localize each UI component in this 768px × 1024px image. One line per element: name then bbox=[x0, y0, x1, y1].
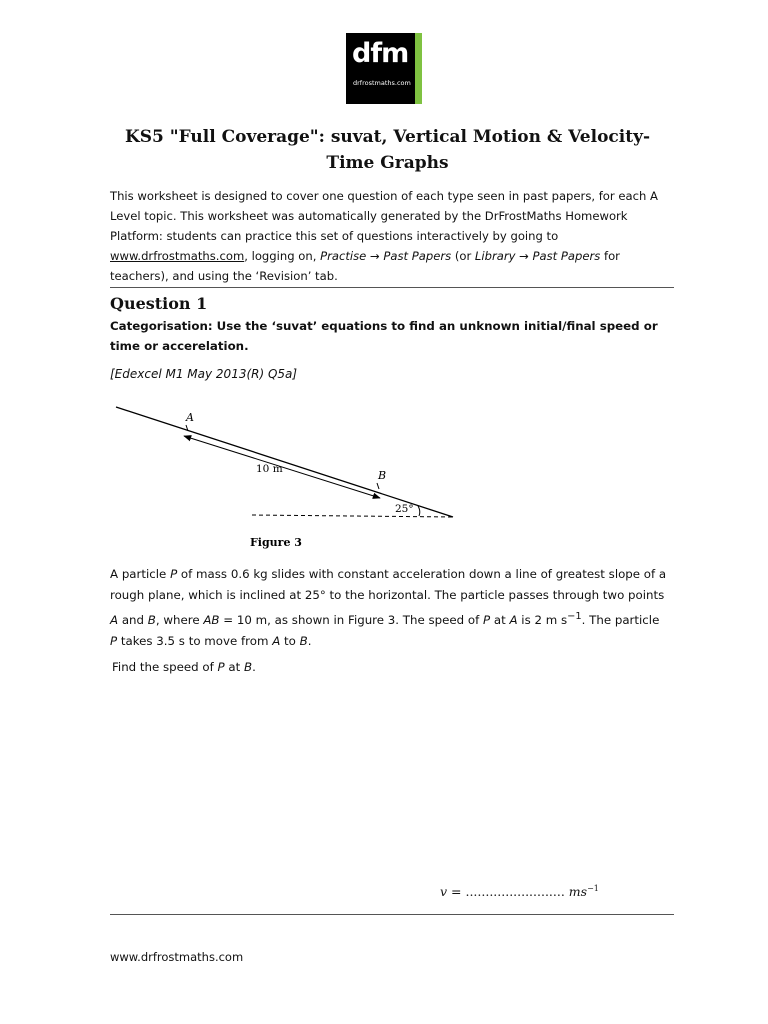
answer-unit: ms bbox=[564, 884, 588, 900]
logo-accent-stripe bbox=[415, 33, 422, 104]
qt-a2: A bbox=[509, 612, 518, 627]
question-text bbox=[110, 564, 670, 652]
intro-practise: Practise bbox=[320, 249, 367, 263]
qt-p3: P bbox=[110, 633, 118, 648]
figure-caption: Figure 3 bbox=[250, 536, 302, 549]
qt-p2: P bbox=[483, 612, 491, 627]
inclined-plane-diagram bbox=[110, 395, 470, 555]
document-title bbox=[110, 124, 665, 176]
qt-sup: −1 bbox=[567, 611, 582, 622]
question-source: [Edexcel M1 May 2013(R) Q5a] bbox=[110, 367, 298, 381]
qt-6: at bbox=[490, 612, 510, 627]
label-a: A bbox=[186, 411, 194, 424]
label-b: B bbox=[378, 469, 387, 482]
answer-unit-exponent: −1 bbox=[587, 884, 599, 893]
intro-past-papers-1: Past Papers bbox=[383, 249, 452, 263]
find-prompt bbox=[112, 660, 256, 674]
qt-1: A particle bbox=[110, 567, 171, 581]
qt-2: of mass 0.6 kg slides with constant acceleration down a line of greatest slope of a rough plane, which is inclined at 25° to the horizontal. The particle passes through two points bbox=[110, 567, 667, 602]
distance-label: 10 m bbox=[256, 463, 283, 475]
qt-ab: AB bbox=[203, 612, 220, 627]
logo-site: drfrostmaths.com bbox=[353, 79, 411, 87]
intro-text-1: This worksheet is designed to cover one question of each type seen in past papers, for each A Level topic. This worksheet was automatically generated by the DrFrostMaths Homework Platform: students can practice this set of questions interactively by going to bbox=[110, 189, 658, 243]
divider-bottom bbox=[110, 914, 674, 915]
horizontal-dashed-line bbox=[252, 515, 453, 517]
qt-b: B bbox=[147, 612, 156, 627]
find-p: P bbox=[217, 660, 225, 674]
answer-line bbox=[440, 884, 599, 899]
qt-a: A bbox=[110, 612, 119, 627]
title-line-1: KS5 "Full Coverage": suvat, Vertical Motion & Velocity- bbox=[124, 127, 651, 147]
intro-past-papers-2: Past Papers bbox=[532, 249, 601, 263]
qt-7: is 2 m s bbox=[517, 612, 568, 627]
qt-10: to bbox=[280, 633, 300, 648]
angle-label: 25° bbox=[395, 503, 414, 515]
footer-url: www.drfrostmaths.com bbox=[110, 950, 244, 964]
find-3: . bbox=[252, 660, 256, 674]
qt-p: P bbox=[170, 567, 178, 581]
angle-arc bbox=[418, 506, 420, 516]
find-2: at bbox=[224, 660, 245, 674]
qt-11: . bbox=[307, 633, 312, 648]
answer-blank[interactable]: ......................... bbox=[465, 884, 565, 900]
question-categorisation: Categorisation: Use the ‘suvat’ equations to find an unknown initial/final speed or time or accerelation. bbox=[110, 319, 658, 353]
intro-library: Library bbox=[474, 249, 516, 263]
inclined-plane-line bbox=[116, 407, 453, 517]
point-b-tick bbox=[377, 483, 379, 489]
qt-8: . The particle bbox=[581, 612, 660, 627]
intro-text-2: , logging on, bbox=[244, 249, 321, 263]
divider-top bbox=[110, 287, 674, 288]
intro-paragraph bbox=[110, 186, 670, 286]
qt-a3: A bbox=[272, 633, 281, 648]
qt-3: and bbox=[118, 612, 148, 627]
answer-variable: v bbox=[440, 884, 448, 900]
logo-mark: dfm bbox=[352, 38, 409, 69]
intro-arrow-1: → bbox=[366, 249, 384, 263]
dfm-logo bbox=[346, 33, 422, 104]
find-b: B bbox=[244, 660, 253, 674]
question-title: Question 1 bbox=[110, 294, 208, 313]
intro-arrow-2: → bbox=[515, 249, 533, 263]
qt-9: takes 3.5 s to move from bbox=[117, 633, 273, 648]
qt-5: = 10 m, as shown in Figure 3. The speed of bbox=[219, 612, 483, 627]
find-1: Find the speed of bbox=[112, 660, 218, 674]
title-line-2: Time Graphs bbox=[326, 153, 449, 173]
figure-3 bbox=[110, 395, 470, 559]
qt-b2: B bbox=[299, 633, 308, 648]
drfrostmaths-link[interactable]: www.drfrostmaths.com bbox=[110, 249, 245, 263]
intro-text-4: for teachers), and using the ‘Revision’ tab. bbox=[110, 249, 620, 283]
answer-equals: = bbox=[447, 884, 466, 900]
intro-text-3: (or bbox=[451, 249, 475, 263]
qt-4: , where bbox=[155, 612, 204, 627]
